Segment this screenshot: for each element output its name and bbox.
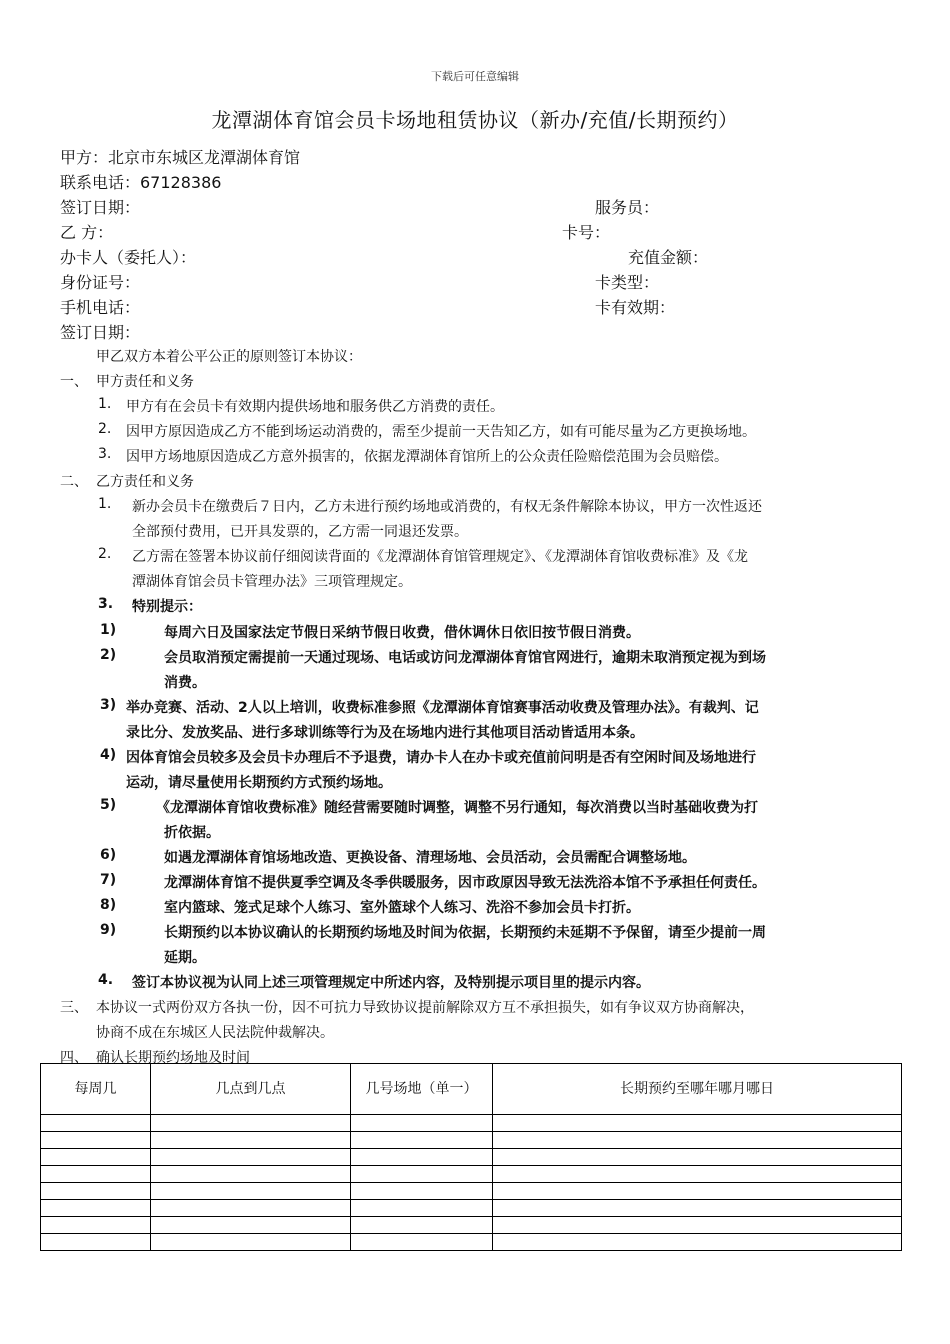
table-cell[interactable] bbox=[151, 1183, 351, 1200]
sign-date-label-2: 签订日期： bbox=[60, 323, 141, 342]
table-row bbox=[41, 1183, 902, 1200]
table-cell[interactable] bbox=[41, 1200, 151, 1217]
table-row bbox=[41, 1217, 902, 1234]
s1-item-3-number: 3. bbox=[98, 446, 112, 462]
table-cell[interactable] bbox=[41, 1166, 151, 1183]
section-3-line-2: 协商不成在东城区人民法院仲裁解决。 bbox=[96, 1025, 334, 1041]
card-number-label: 卡号： bbox=[562, 223, 611, 242]
s2-item-2-number: 2. bbox=[98, 546, 112, 562]
section-3-number: 三、 bbox=[60, 1000, 88, 1016]
table-cell[interactable] bbox=[151, 1149, 351, 1166]
table-cell[interactable] bbox=[41, 1234, 151, 1251]
tip-2-line-1: 会员取消预定需提前一天通过现场、电话或访问龙潭湖体育馆官网进行，逾期未取消预定视为到场 bbox=[164, 650, 766, 666]
table-cell[interactable] bbox=[493, 1132, 902, 1149]
table-cell[interactable] bbox=[41, 1115, 151, 1132]
tip-8-line-1: 室内篮球、笼式足球个人练习、室外篮球个人练习、洗浴不参加会员卡打折。 bbox=[164, 900, 640, 916]
table-body bbox=[41, 1115, 902, 1251]
table-cell[interactable] bbox=[351, 1234, 493, 1251]
tip-1-line-1: 每周六日及国家法定节假日采纳节假日收费，借休调休日依旧按节假日消费。 bbox=[164, 625, 640, 641]
tip-6-line-1: 如遇龙潭湖体育馆场地改造、更换设备、清理场地、会员活动，会员需配合调整场地。 bbox=[164, 850, 696, 866]
tip-9-line-2: 延期。 bbox=[164, 950, 206, 966]
table-cell[interactable] bbox=[151, 1234, 351, 1251]
table-cell[interactable] bbox=[493, 1200, 902, 1217]
agent-label: 办卡人（委托人）： bbox=[60, 248, 197, 267]
table-row bbox=[41, 1200, 902, 1217]
s2-item-3-number: 3. bbox=[98, 596, 114, 612]
tip-1-number: 1) bbox=[100, 622, 117, 638]
tip-4-line-1: 因体育馆会员较多及会员卡办理后不予退费，请办卡人在办卡或充值前问明是否有空闲时间及场地进行 bbox=[126, 750, 756, 766]
special-tips-title: 特别提示： bbox=[132, 599, 202, 615]
section-4-title: 确认长期预约场地及时间 bbox=[96, 1050, 250, 1066]
section-1-number: 一、 bbox=[60, 374, 88, 390]
table-cell[interactable] bbox=[41, 1132, 151, 1149]
intro-text: 甲乙双方本着公平公正的原则签订本协议： bbox=[96, 349, 362, 365]
sign-date-label: 签订日期： bbox=[60, 198, 141, 217]
table-cell[interactable] bbox=[41, 1217, 151, 1234]
s1-item-3-text: 因甲方场地原因造成乙方意外损害的，依据龙潭湖体育馆所上的公众责任险赔偿范围为会员赔偿。 bbox=[126, 449, 728, 465]
header-weekday: 每周几 bbox=[41, 1064, 151, 1115]
table-cell[interactable] bbox=[493, 1234, 902, 1251]
tip-3-number: 3) bbox=[100, 697, 117, 713]
s2-item-1-number: 1. bbox=[98, 496, 112, 512]
contact-phone: 联系电话：67128386 bbox=[60, 173, 222, 192]
card-valid-label: 卡有效期： bbox=[595, 298, 676, 317]
recharge-amount-label: 充值金额： bbox=[628, 248, 709, 267]
table-cell[interactable] bbox=[351, 1183, 493, 1200]
tip-9-number: 9) bbox=[100, 922, 117, 938]
table-cell[interactable] bbox=[151, 1115, 351, 1132]
tip-3-line-2: 录比分、发放奖品、进行多球训练等行为及在场地内进行其他项目活动皆适用本条。 bbox=[126, 725, 644, 741]
s1-item-2-number: 2. bbox=[98, 421, 112, 437]
header-time-range: 几点到几点 bbox=[151, 1064, 351, 1115]
tip-2-line-2: 消费。 bbox=[164, 675, 206, 691]
table-header-row bbox=[41, 1064, 902, 1115]
table-cell[interactable] bbox=[41, 1183, 151, 1200]
table-row bbox=[41, 1132, 902, 1149]
table-row bbox=[41, 1115, 902, 1132]
table-row bbox=[41, 1149, 902, 1166]
s2-item-2-line-2: 潭湖体育馆会员卡管理办法》三项管理规定。 bbox=[132, 574, 412, 590]
section-4-number: 四、 bbox=[60, 1050, 88, 1066]
s2-item-1-line-1: 新办会员卡在缴费后７日内，乙方未进行预约场地或消费的，有权无条件解除本协议，甲方一次性返还 bbox=[132, 499, 762, 515]
tip-8-number: 8) bbox=[100, 897, 117, 913]
header-note: 下载后可任意编辑 bbox=[431, 70, 519, 83]
table-cell[interactable] bbox=[493, 1115, 902, 1132]
tip-5-line-2: 折依据。 bbox=[164, 825, 220, 841]
section-1-title: 甲方责任和义务 bbox=[96, 374, 194, 390]
tip-4-number: 4) bbox=[100, 747, 117, 763]
party-b-label: 乙 方： bbox=[60, 223, 114, 242]
tip-9-line-1: 长期预约以本协议确认的长期预约场地及时间为依据，长期预约未延期不予保留，请至少提前一周 bbox=[164, 925, 766, 941]
tip-3-line-1: 举办竞赛、活动、2人以上培训，收费标准参照《龙潭湖体育馆赛事活动收费及管理办法》。有裁判、记 bbox=[126, 700, 759, 716]
tip-7-line-1: 龙潭湖体育馆不提供夏季空调及冬季供暖服务，因市政原因导致无法洗浴本馆不予承担任何责任。 bbox=[164, 875, 766, 891]
table-cell[interactable] bbox=[151, 1132, 351, 1149]
tip-5-number: 5) bbox=[100, 797, 117, 813]
table-cell[interactable] bbox=[493, 1149, 902, 1166]
s1-item-1-text: 甲方有在会员卡有效期内提供场地和服务供乙方消费的责任。 bbox=[126, 399, 504, 415]
table-cell[interactable] bbox=[151, 1217, 351, 1234]
table-row bbox=[41, 1234, 902, 1251]
table-cell[interactable] bbox=[351, 1166, 493, 1183]
tip-4-line-2: 运动，请尽量使用长期预约方式预约场地。 bbox=[126, 775, 392, 791]
table-cell[interactable] bbox=[351, 1115, 493, 1132]
table-cell[interactable] bbox=[351, 1217, 493, 1234]
tip-6-number: 6) bbox=[100, 847, 117, 863]
header-court-number: 几号场地（单一） bbox=[351, 1064, 493, 1115]
s2-item-4-number: 4. bbox=[98, 972, 114, 988]
table-cell[interactable] bbox=[351, 1149, 493, 1166]
table-cell[interactable] bbox=[493, 1183, 902, 1200]
table-cell[interactable] bbox=[351, 1200, 493, 1217]
table-cell[interactable] bbox=[151, 1166, 351, 1183]
s1-item-1-number: 1. bbox=[98, 396, 112, 412]
table-cell[interactable] bbox=[493, 1217, 902, 1234]
table-cell[interactable] bbox=[493, 1166, 902, 1183]
table-row bbox=[41, 1166, 902, 1183]
long-term-booking-table bbox=[40, 1063, 902, 1251]
s2-item-1-line-2: 全部预付费用，已开具发票的，乙方需一同退还发票。 bbox=[132, 524, 468, 540]
mobile-label: 手机电话： bbox=[60, 298, 141, 317]
page-title: 龙潭湖体育馆会员卡场地租赁协议（新办/充值/长期预约） bbox=[211, 108, 739, 132]
service-staff-label: 服务员： bbox=[595, 198, 660, 217]
tip-7-number: 7) bbox=[100, 872, 117, 888]
s1-item-2-text: 因甲方原因造成乙方不能到场运动消费的，需至少提前一天告知乙方，如有可能尽量为乙方更换场地。 bbox=[126, 424, 756, 440]
s2-item-4-text: 签订本协议视为认同上述三项管理规定中所述内容，及特别提示项目里的提示内容。 bbox=[132, 975, 650, 991]
s2-item-2-line-1: 乙方需在签署本协议前仔细阅读背面的《龙潭湖体育馆管理规定》、《龙潭湖体育馆收费标准》及《龙 bbox=[132, 549, 748, 565]
section-2-title: 乙方责任和义务 bbox=[96, 474, 194, 490]
table-cell[interactable] bbox=[151, 1200, 351, 1217]
section-3-line-1: 本协议一式两份双方各执一份，因不可抗力导致协议提前解除双方互不承担损失，如有争议双方协商解决， bbox=[96, 1000, 754, 1016]
table-cell[interactable] bbox=[351, 1132, 493, 1149]
tip-5-line-1: 《龙潭湖体育馆收费标准》随经营需要随时调整，调整不另行通知，每次消费以当时基础收费为打 bbox=[156, 800, 758, 816]
id-number-label: 身份证号： bbox=[60, 273, 141, 292]
header-booking-until: 长期预约至哪年哪月哪日 bbox=[493, 1064, 902, 1115]
section-2-number: 二、 bbox=[60, 474, 88, 490]
table-cell[interactable] bbox=[41, 1149, 151, 1166]
card-type-label: 卡类型： bbox=[595, 273, 660, 292]
tip-2-number: 2) bbox=[100, 647, 117, 663]
party-a: 甲方：北京市东城区龙潭湖体育馆 bbox=[60, 148, 301, 167]
